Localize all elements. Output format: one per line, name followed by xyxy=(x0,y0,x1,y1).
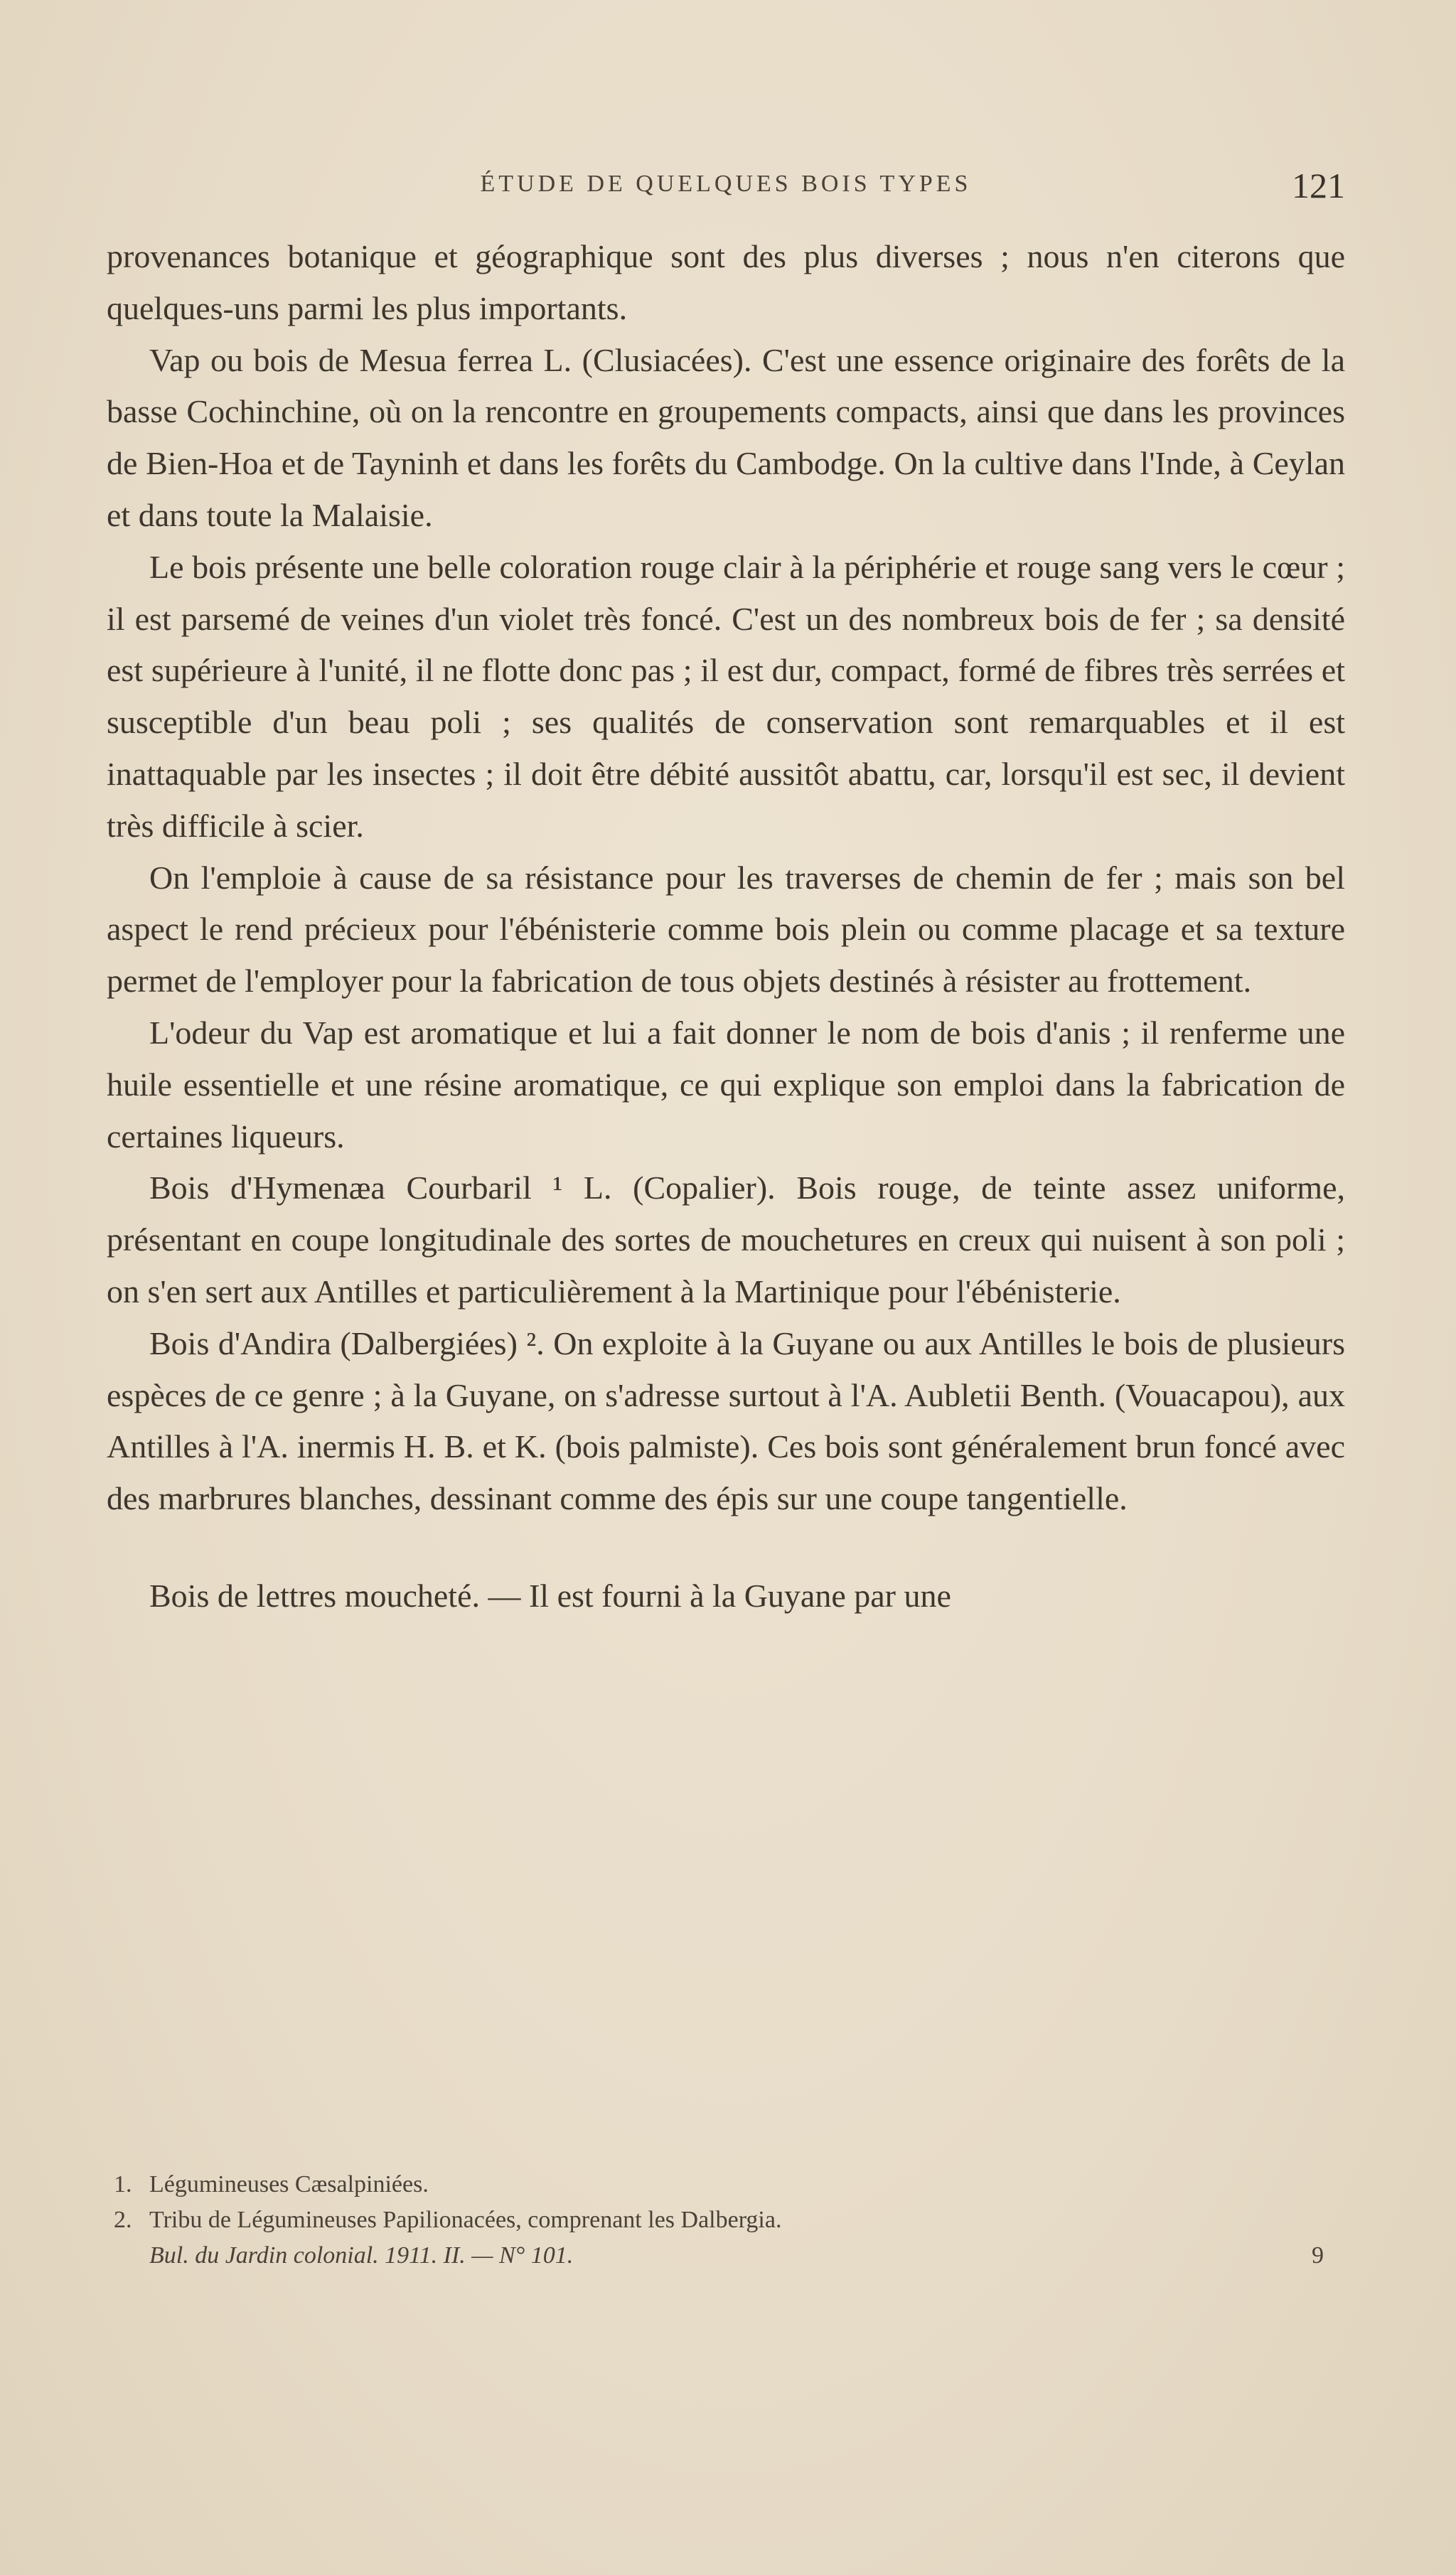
paragraph-andira: Bois d'Andira (Dalbergiées) ². On exploite à la Guyane ou aux Antilles le bois de plusieurs espèces de ce genre ; à la Guyane, on s'adresse surtout à l'A. Aubletii Benth. (Vouacapou), aux Antilles à l'A. inermis H. B. et K. (bois palmiste). Ces bois sont généralement brun foncé avec des marbrures blanches, dessinant comme des épis sur une coupe tangentielle. xyxy=(107,1324,1345,1517)
footnote-2 xyxy=(107,2202,1345,2238)
footnotes xyxy=(107,2167,1345,2274)
paragraph-1: provenances botanique et géographique sont des plus diverses ; nous n'en citerons que quelques-uns parmi les plus importants. xyxy=(107,238,1345,326)
paragraph-vap-uses: On l'emploie à cause de sa résistance pour les traverses de chemin de fer ; mais son bel aspect le rend précieux pour l'ébénisterie comme bois plein ou comme placage et sa texture permet de l'employer pour la fabrication de tous objets destinés à résister au frottement. xyxy=(107,859,1345,1000)
page-header xyxy=(107,165,1345,208)
footnote-text: Tribu de Légumineuses Papilionacées, comprenant les Dalbergia. xyxy=(149,2207,782,2233)
footnote-number: 2. xyxy=(114,2207,132,2233)
footnote-1 xyxy=(107,2167,1345,2202)
footnote-number: 1. xyxy=(114,2171,132,2197)
paragraph-vap-description: Le bois présente une belle coloration rouge clair à la périphérie et rouge sang vers le cœur ; il est parsemé de veines d'un violet très foncé. C'est un des nombreux bois de fer ; sa densité est supérieure à l'unité, il ne flotte donc pas ; il est dur, compact, formé de fibres très serrées et susceptible d'un beau poli ; ses qualités de conservation sont remarquables et il est inattaquable par les insectes ; il doit être débité aussitôt abattu, car, lorsqu'il est sec, il devient très difficile à scier. xyxy=(107,548,1345,844)
footnote-text: Légumineuses Cæsalpiniées. xyxy=(149,2171,429,2197)
page-number: 121 xyxy=(1292,166,1345,205)
bulletin-citation: Bul. du Jardin colonial. 1911. II. — N° 101. xyxy=(149,2242,574,2269)
signature-mark: 9 xyxy=(1312,2242,1324,2269)
paragraph-hymenaea: Bois d'Hymenæa Courbaril ¹ L. (Copalier). Bois rouge, de teinte assez uniforme, présentant en coupe longitudinale des sortes de mouchetures en creux qui nuisent à son poli ; on s'en sert aux Antilles et particulièrement à la Martinique pour l'ébénisterie. xyxy=(107,1169,1345,1310)
body-text xyxy=(107,231,1345,1622)
bulletin-line xyxy=(107,2238,1345,2274)
paragraph-vap: Vap ou bois de Mesua ferrea L. (Clusiacées). C'est une essence originaire des forêts de la basse Cochinchine, où on la rencontre en groupements compacts, ainsi que dans les provinces de Bien-Hoa et de Tayninh et dans les forêts du Cambodge. On la cultive dans l'Inde, à Ceylan et dans toute la Malaisie. xyxy=(107,341,1345,533)
paragraph-bois-de-lettres: Bois de lettres moucheté. — Il est fourni à la Guyane par une xyxy=(149,1577,951,1614)
running-title: ÉTUDE DE QUELQUES BOIS TYPES xyxy=(480,171,972,197)
paragraph-vap-odor: L'odeur du Vap est aromatique et lui a fait donner le nom de bois d'anis ; il renferme une huile essentielle et une résine aromatique, ce qui explique son emploi dans la fabrication de certaines liqueurs. xyxy=(107,1014,1345,1155)
